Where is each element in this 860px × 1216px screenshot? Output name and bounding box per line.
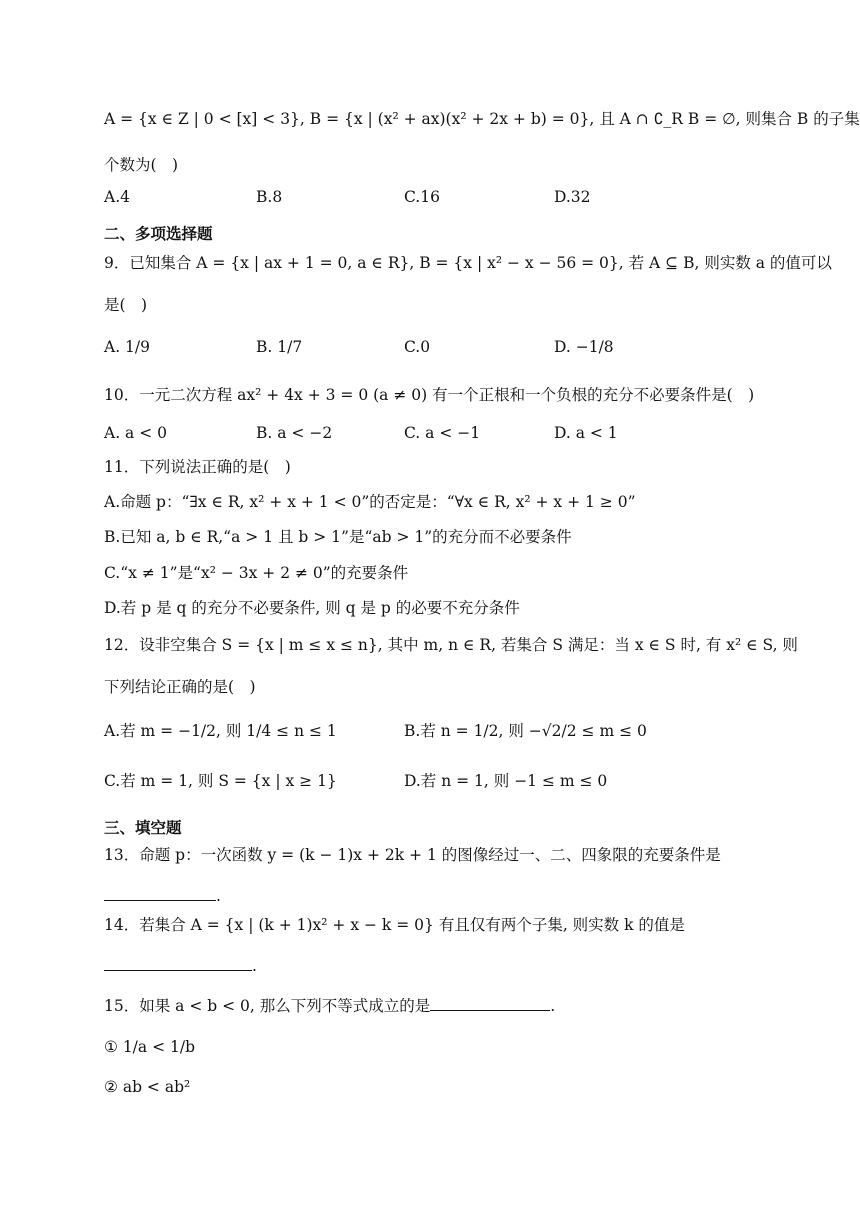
section-heading-multiple-choice: 二、多项选择题 (104, 225, 213, 243)
q8-option-c: C.16 (404, 188, 440, 206)
q14-line1: 14．若集合 A = {x | (k + 1)x² + x − k = 0} 有且仅有两个子集, 则实数 k 的值是 (104, 916, 685, 934)
q13-line2 (104, 884, 764, 907)
q13-answer-blank[interactable] (104, 884, 216, 901)
q10-option-a: A. a < 0 (104, 424, 167, 442)
q8-option-d: D.32 (554, 188, 591, 206)
q9-option-a: A. 1/9 (104, 338, 150, 356)
q12-option-c: C.若 m = 1, 则 S = {x | x ≥ 1} (104, 772, 337, 790)
q10-line1: 10．一元二次方程 ax² + 4x + 3 = 0 (a ≠ 0) 有一个正根和一个负根的充分不必要条件是( ) (104, 386, 755, 404)
q14-line2 (104, 954, 764, 977)
q15-answer-blank[interactable] (430, 994, 550, 1011)
q13-line1: 13．命题 p：一次函数 y = (k − 1)x + 2k + 1 的图像经过一、二、四象限的充要条件是 (104, 846, 721, 864)
q15-item-1: ① 1/a < 1/b (104, 1038, 195, 1056)
q10-option-d: D. a < 1 (554, 424, 618, 442)
q11-option-a: A.命题 p：“∃x ∈ R, x² + x + 1 < 0”的否定是：“∀x ∈ R, x² + x + 1 ≥ 0” (104, 493, 636, 511)
q14-answer-blank[interactable] (104, 954, 252, 971)
q8-option-b: B.8 (256, 188, 283, 206)
q15-stem: 15．如果 a < b < 0, 那么下列不等式成立的是 (104, 997, 431, 1015)
q15-period: . (550, 997, 556, 1015)
q15-item-2: ② ab < ab² (104, 1078, 191, 1096)
q9-line2: 是( ) (104, 296, 148, 314)
q8-line1: A = {x ∈ Z | 0 < [x] < 3}, B = {x | (x² + ax)(x² + 2x + b) = 0}, 且 A ∩ ∁_R B = ∅, 则集合 B 的子集 (104, 110, 860, 128)
q10-option-b: B. a < −2 (256, 424, 333, 442)
q9-line1: 9．已知集合 A = {x | ax + 1 = 0, a ∈ R}, B = {x | x² − x − 56 = 0}, 若 A ⊆ B, 则实数 a 的值可以 (104, 254, 832, 272)
q9-option-c: C.0 (404, 338, 431, 356)
q12-option-d: D.若 n = 1, 则 −1 ≤ m ≤ 0 (404, 772, 608, 790)
q11-line1: 11．下列说法正确的是( ) (104, 458, 291, 476)
q15-line1 (104, 994, 764, 1017)
q13-period: . (216, 887, 221, 905)
q12-line1: 12．设非空集合 S = {x | m ≤ x ≤ n}, 其中 m, n ∈ R, 若集合 S 满足：当 x ∈ S 时, 有 x² ∈ S, 则 (104, 636, 798, 654)
q9-option-b: B. 1/7 (256, 338, 303, 356)
q11-option-c: C.“x ≠ 1”是“x² − 3x + 2 ≠ 0”的充要条件 (104, 564, 409, 582)
q8-line2: 个数为( ) (104, 156, 179, 174)
q11-option-d: D.若 p 是 q 的充分不必要条件, 则 q 是 p 的必要不充分条件 (104, 599, 520, 617)
q10-option-c: C. a < −1 (404, 424, 481, 442)
q12-option-a: A.若 m = −1/2, 则 1/4 ≤ n ≤ 1 (104, 722, 337, 740)
q9-option-d: D. −1/8 (554, 338, 614, 356)
q12-line2: 下列结论正确的是( ) (104, 678, 256, 696)
section-heading-fill-in: 三、填空题 (104, 819, 182, 837)
q8-option-a: A.4 (104, 188, 130, 206)
q11-option-b: B.已知 a, b ∈ R,“a > 1 且 b > 1”是“ab > 1”的充分而不必要条件 (104, 528, 572, 546)
q12-option-b: B.若 n = 1/2, 则 −√2/2 ≤ m ≤ 0 (404, 722, 647, 740)
q14-period: . (252, 957, 257, 975)
